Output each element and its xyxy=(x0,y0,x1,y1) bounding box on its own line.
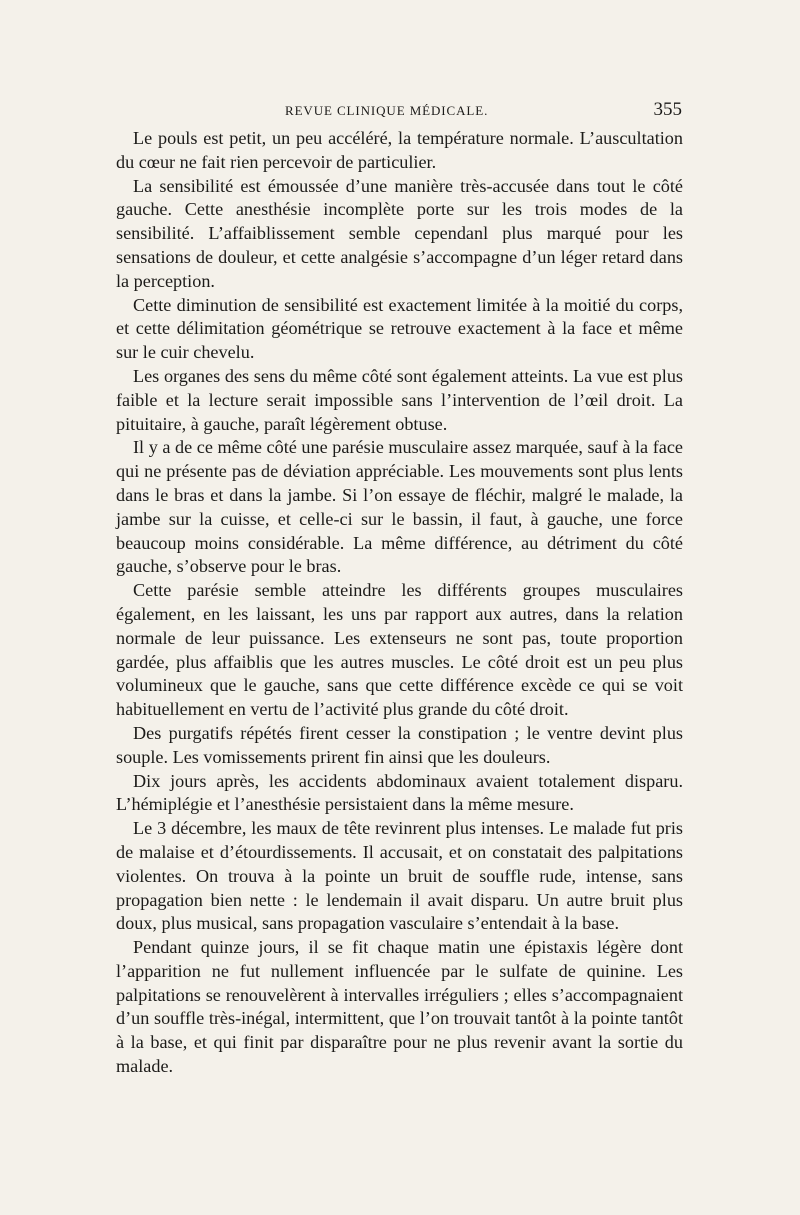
page-number: 355 xyxy=(653,99,682,120)
paragraph: La sensibilité est émoussée d’une manière très-accusée dans tout le côté gauche. Cette anesthésie incomplète porte sur les trois modes de la sensibilité. L’affaiblissement semble cependanl plus marqué pour les sensations de douleur, et cette analgésie s’accompagne d’un léger retard dans la perception. xyxy=(116,175,683,291)
paragraph: Le 3 décembre, les maux de tête revinrent plus intenses. Le malade fut pris de malaise et d’étourdissements. Il accusait, et on constatait des palpitations violentes. On trouva à la pointe un bruit de souffle rude, intense, sans propagation bien nette : le lendemain il avait disparu. Un autre bruit plus doux, plus musical, sans propagation vasculaire s’entendait à la base. xyxy=(116,818,683,934)
paragraph: Il y a de ce même côté une parésie musculaire assez marquée, sauf à la face qui ne présente pas de déviation appréciable. Les mouvements sont plus lents dans le bras et dans la jambe. Si l’on essaye de fléchir, malgré le malade, la jambe sur la cuisse, et celle-ci sur le bassin, il faut, à gauche, une force beaucoup moins considérable. La même différence, au détriment du côté gauche, s’observe pour le bras. xyxy=(116,437,683,577)
body-text xyxy=(116,127,683,1079)
paragraph: Dix jours après, les accidents abdominaux avaient totalement disparu. L’hémiplégie et l’anesthésie persistaient dans la même mesure. xyxy=(116,770,683,815)
paragraph: Pendant quinze jours, il se fit chaque matin une épistaxis légère dont l’apparition ne fut nullement influencée par le sulfate de quinine. Les palpitations se renouvelèrent à intervalles irréguliers ; elles s’accompagnaient d’un souffle très-inégal, intermittent, que l’on trouvait tantôt à la pointe tantôt à la base, et qui finit par disparaître pour ne plus revenir avant la sortie du malade. xyxy=(116,937,683,1077)
paragraph: Cette parésie semble atteindre les différents groupes musculaires également, en les laissant, les uns par rapport aux autres, dans la relation normale de leur puissance. Les extenseurs ne sont pas, toute proportion gardée, plus affaiblis que les autres muscles. Le côté droit est un peu plus volumineux que le gauche, sans que cette différence excède ce qui se voit habituellement en vertu de l’activité plus grande du côté droit. xyxy=(116,580,683,720)
paragraph: Les organes des sens du même côté sont également atteints. La vue est plus faible et la lecture serait impossible sans l’intervention de l’œil droit. La pituitaire, à gauche, paraît légèrement obtuse. xyxy=(116,365,683,434)
paragraph: Cette diminution de sensibilité est exactement limitée à la moitié du corps, et cette délimitation géométrique se retrouve exactement à la face et même sur le cuir chevelu. xyxy=(116,294,683,363)
running-title: REVUE CLINIQUE MÉDICALE. xyxy=(285,103,489,118)
page-header xyxy=(117,99,682,127)
paragraph: Des purgatifs répétés firent cesser la constipation ; le ventre devint plus souple. Les vomissements prirent fin ainsi que les douleurs. xyxy=(116,722,683,767)
paragraph: Le pouls est petit, un peu accéléré, la température normale. L’auscultation du cœur ne fait rien percevoir de particulier. xyxy=(116,128,683,172)
